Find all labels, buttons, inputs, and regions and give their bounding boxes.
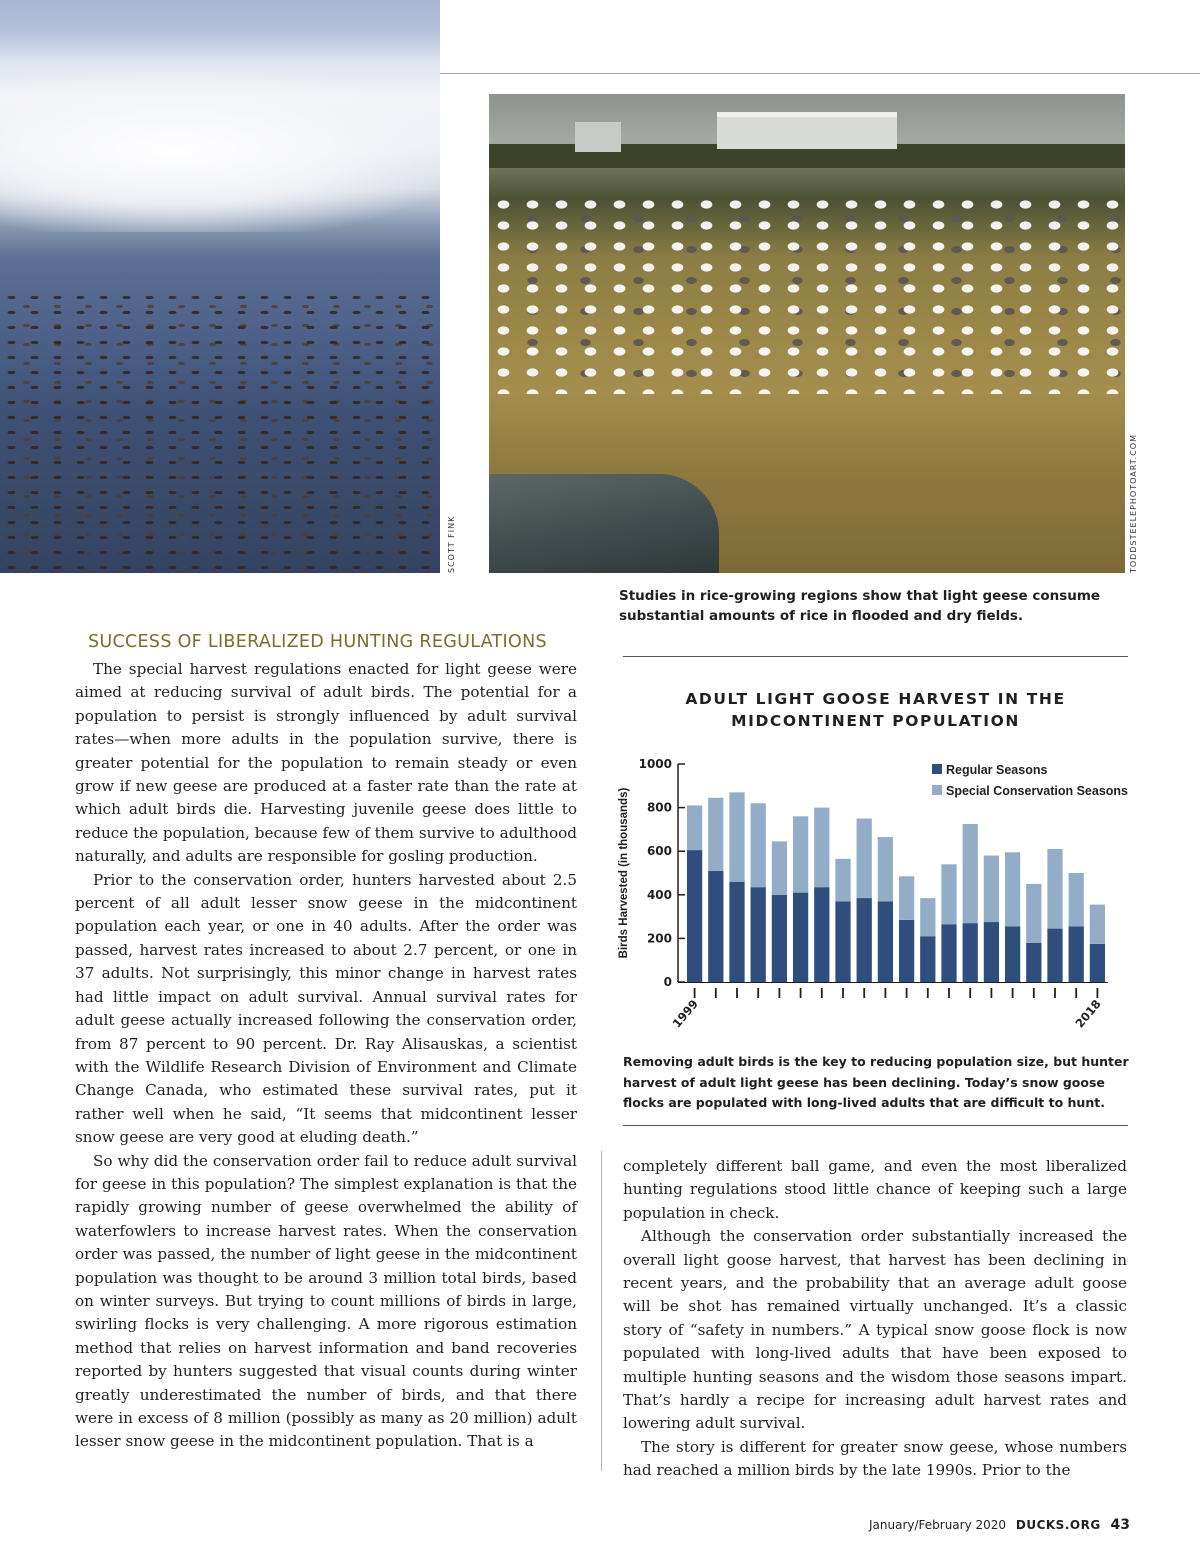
harvest-bar-chart xyxy=(612,748,1132,1040)
bar-regular-seasons xyxy=(1090,944,1105,982)
bar-special-conservation-seasons xyxy=(835,859,850,902)
y-axis-label: Birds Harvested (in thousands) xyxy=(618,787,630,959)
snow-geese-duck-flock-photo xyxy=(0,0,440,573)
background-building xyxy=(717,112,897,149)
article-paragraph: Prior to the conservation order, hunters harvested about 2.5 percent of all adult lesser snow geese in the midcontinent population each year, or one in 40 adults. After the order was passed, harvest rates increased to about 2.7 percent, or one in 37 adults. Not surprisingly, this minor change in harvest rates had little impact on adult survival. Annual survival rates for adult geese actually increased following the conservation order, from 87 percent to 90 percent. Dr. Ray Alisauskas, a scientist with the Wildlife Research Division of Environment and Climate Change Canada, who estimated these survival rates, put it rather well when he said, “It seems that midcontinent lesser snow geese are very good at eluding death.” xyxy=(75,870,577,1147)
bar-regular-seasons xyxy=(708,871,723,982)
geese-flock xyxy=(489,194,1125,394)
bar-special-conservation-seasons xyxy=(793,816,808,892)
bar-special-conservation-seasons xyxy=(751,803,766,887)
bar-regular-seasons xyxy=(899,920,914,982)
y-tick-label: 1000 xyxy=(638,757,672,771)
bar-regular-seasons xyxy=(835,901,850,982)
x-tick-label: 1999 xyxy=(669,996,701,1031)
article-left-column xyxy=(75,658,577,1454)
article-paragraph: completely different ball game, and even the most liberalized hunting regulations stood little chance of keeping such a large population in check. xyxy=(623,1157,1127,1222)
bar-special-conservation-seasons xyxy=(899,876,914,920)
site-name: DUCKS.ORG xyxy=(1015,1518,1101,1532)
top-divider xyxy=(440,73,1200,74)
bar-special-conservation-seasons xyxy=(1005,852,1020,926)
bar-special-conservation-seasons xyxy=(772,841,787,894)
article-paragraph: The special harvest regulations enacted for light geese were aimed at reducing survival of adult birds. The potential for a population to persist is strongly influenced by adult survival rates—when more adults in the population survive, there is greater potential for the population to remain steady or even grow if new geese are produced at a faster rate than the rate at which adult birds die. Harvesting juvenile geese does little to reduce the population, because few of them survive to adulthood naturally, and adults are responsible for gosling production. xyxy=(75,660,577,866)
bar-regular-seasons xyxy=(941,924,956,982)
legend-label: Special Conservation Seasons xyxy=(946,784,1129,798)
issue-date: January/February 2020 xyxy=(868,1518,1007,1532)
bar-regular-seasons xyxy=(814,887,829,982)
ducks-on-water xyxy=(0,290,440,573)
bar-regular-seasons xyxy=(963,923,978,982)
article-paragraph: So why did the conservation order fail to reduce adult survival for geese in this population? The simplest explanation is that the rapidly growing number of geese overwhelmed the ability of waterfowlers to increase harvest rates. When the conservation order was passed, the number of light geese in the midcontinent population was thought to be around 3 million total birds, based on winter surveys. But trying to count millions of birds in large, swirling flocks is very challenging. A more rigorous estimation method that relies on harvest information and band recoveries reported by hunters suggested that visual counts during winter greatly underestimated the number of birds, and that there were in excess of 8 million (possibly as many as 20 million) adult lesser snow geese in the midcontinent population. That is a xyxy=(75,1151,577,1451)
chart-caption: Removing adult birds is the key to reducing population size, but hunter harvest of adult light geese has been declining. Today’s snow goose flocks are populated with long-lived adults that are difficult to hunt. xyxy=(623,1054,1129,1110)
geese-in-rice-field-photo xyxy=(489,94,1125,573)
section-heading: SUCCESS OF LIBERALIZED HUNTING REGULATIONS xyxy=(88,632,547,652)
article-paragraph: Although the conservation order substantially increased the overall light goose harvest, that harvest has been declining in recent years, and the probability that an average adult goose will be shot has remained virtually unchanged. It’s a classic story of “safety in numbers.” A typical snow goose flock is now populated with long-lived adults that have been exposed to multiple hunting seasons and the wisdom those seasons impart. That’s hardly a recipe for increasing adult harvest rates and lowering adult survival. xyxy=(623,1227,1127,1433)
article-paragraph: The story is different for greater snow geese, whose numbers had reached a million birds by the late 1990s. Prior to the xyxy=(623,1437,1127,1480)
bar-regular-seasons xyxy=(1069,926,1084,982)
column-divider xyxy=(601,1151,602,1471)
chart-title-line: MIDCONTINENT POPULATION xyxy=(731,712,1020,730)
x-tick-label: 2018 xyxy=(1072,996,1104,1031)
bar-special-conservation-seasons xyxy=(963,824,978,923)
y-tick-label: 400 xyxy=(646,887,672,902)
bar-special-conservation-seasons xyxy=(1069,873,1084,926)
background-shed xyxy=(575,122,621,152)
y-tick-label: 0 xyxy=(663,975,672,989)
chart-title-line: ADULT LIGHT GOOSE HARVEST IN THE xyxy=(685,690,1066,708)
bar-special-conservation-seasons xyxy=(708,798,723,871)
page-footer xyxy=(869,1517,1130,1533)
legend-swatch xyxy=(932,785,942,795)
photo-credit-left: SCOTT FINK xyxy=(447,515,456,573)
bar-special-conservation-seasons xyxy=(857,819,872,899)
chart-top-rule xyxy=(623,656,1128,657)
legend-label: Regular Seasons xyxy=(946,763,1048,777)
bar-regular-seasons xyxy=(1005,926,1020,982)
bar-special-conservation-seasons xyxy=(1047,849,1062,929)
bar-special-conservation-seasons xyxy=(729,792,744,881)
bar-special-conservation-seasons xyxy=(687,805,702,850)
bar-special-conservation-seasons xyxy=(1026,884,1041,943)
article-right-column xyxy=(623,1155,1127,1483)
bar-regular-seasons xyxy=(984,922,999,982)
chart-bottom-rule xyxy=(623,1125,1128,1126)
page-number: 43 xyxy=(1110,1517,1130,1533)
bar-special-conservation-seasons xyxy=(941,864,956,924)
bar-regular-seasons xyxy=(772,895,787,982)
snow-geese-flock xyxy=(0,72,440,232)
bar-regular-seasons xyxy=(793,893,808,982)
bar-regular-seasons xyxy=(1026,943,1041,982)
photo-credit-right: TODDSTEELEPHOTOART.COM xyxy=(1129,434,1138,573)
bar-regular-seasons xyxy=(729,882,744,982)
bar-regular-seasons xyxy=(687,850,702,982)
chart-title xyxy=(623,688,1128,732)
bar-regular-seasons xyxy=(857,898,872,982)
bar-special-conservation-seasons xyxy=(920,898,935,936)
bar-regular-seasons xyxy=(878,901,893,982)
bar-regular-seasons xyxy=(751,887,766,982)
bar-special-conservation-seasons xyxy=(984,856,999,922)
legend-swatch xyxy=(932,764,942,774)
photo-caption: Studies in rice-growing regions show that light geese consume substantial amounts of rice in flooded and dry fields. xyxy=(619,588,1101,624)
bar-regular-seasons xyxy=(920,936,935,982)
bar-special-conservation-seasons xyxy=(814,808,829,888)
y-tick-label: 800 xyxy=(646,800,672,815)
y-tick-label: 600 xyxy=(646,844,672,859)
bar-special-conservation-seasons xyxy=(878,837,893,901)
flooded-field-water xyxy=(489,474,719,573)
bar-special-conservation-seasons xyxy=(1090,905,1105,944)
y-tick-label: 200 xyxy=(646,931,672,946)
bar-regular-seasons xyxy=(1047,929,1062,982)
